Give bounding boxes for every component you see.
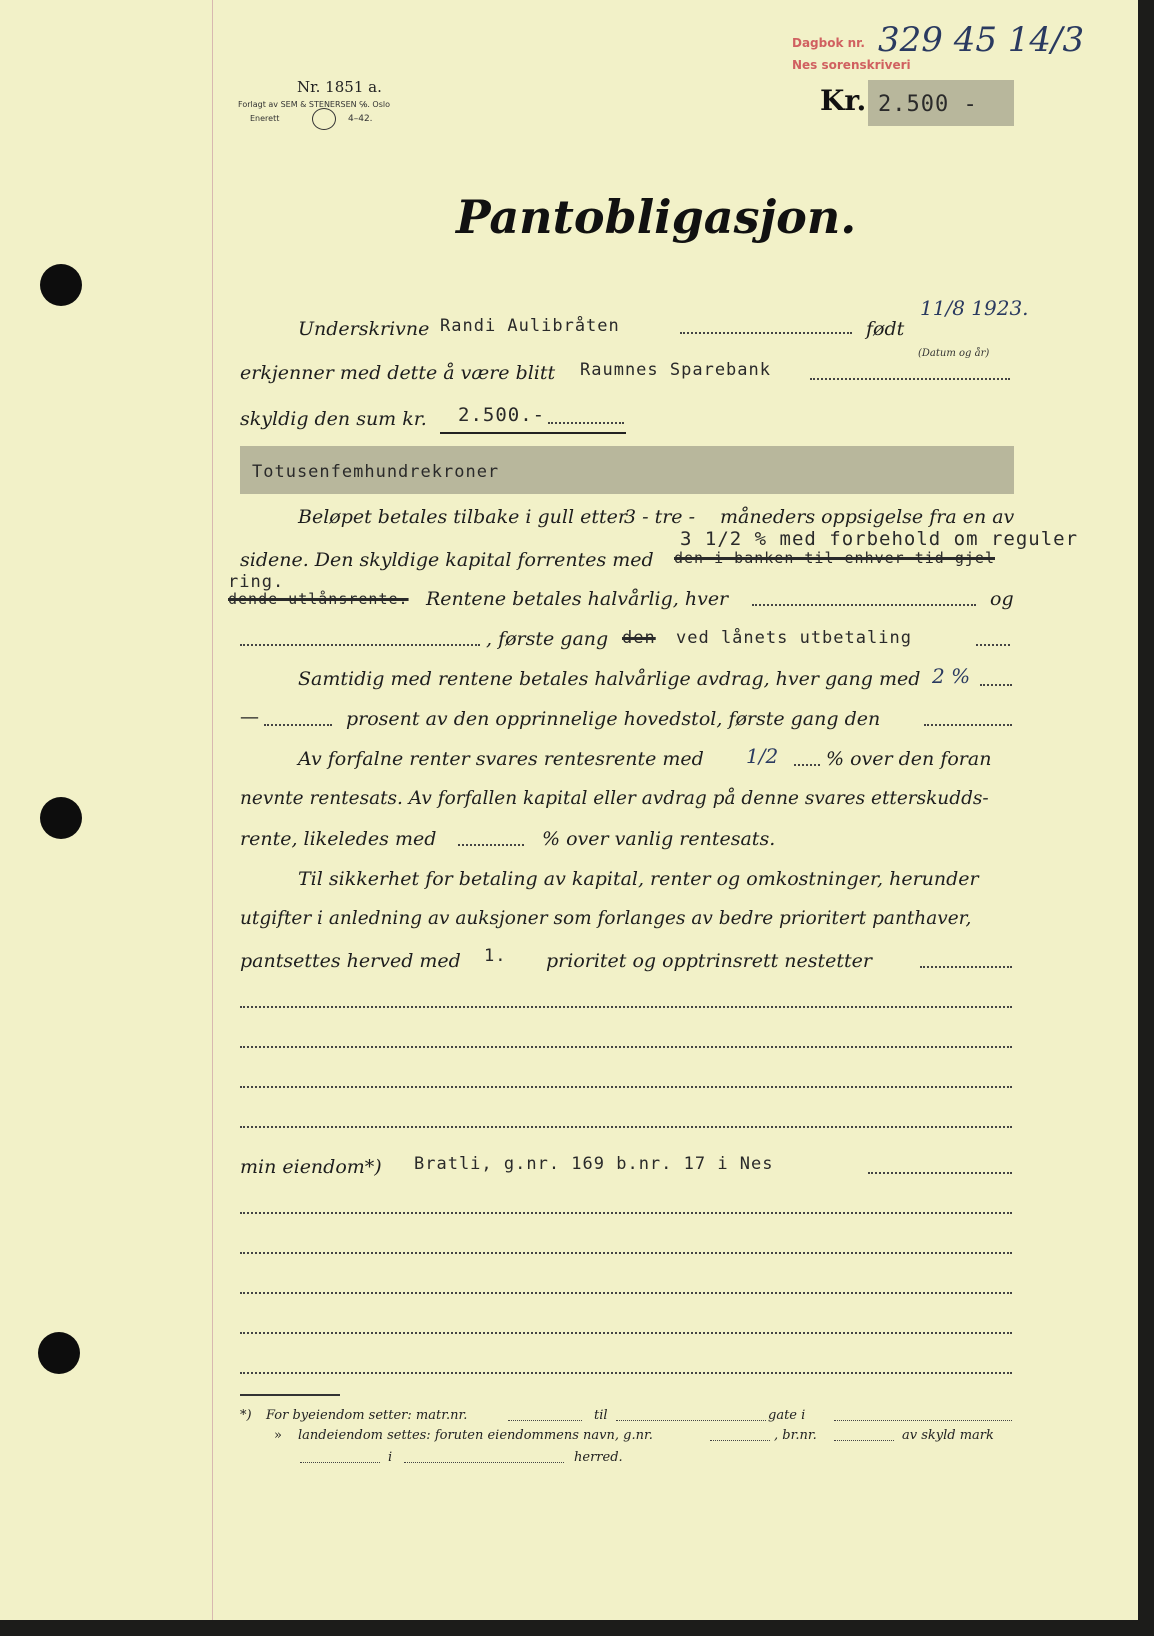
repay-period: 3 - tre - xyxy=(624,506,696,528)
footnote-line2-b: , br.nr. xyxy=(774,1428,817,1443)
blank-line xyxy=(240,1046,1012,1048)
first-time-text: , første gang xyxy=(486,628,609,650)
pledge-text-a: pantsettes herved med xyxy=(240,950,461,972)
footnote-line3-b: herred. xyxy=(574,1450,623,1465)
footnote-line2-marker: » xyxy=(274,1428,282,1443)
amount-words: Totusenfemhundrekroner xyxy=(252,462,500,482)
first-payment: ved lånets utbetaling xyxy=(676,628,912,648)
footnote-line3-a: i xyxy=(388,1450,393,1465)
nevnte-text: nevnte rentesats. Av forfallen kapital eller avdrag på denne svares etterskudds- xyxy=(240,788,989,809)
blank-line xyxy=(240,1006,1012,1008)
undersigned-name: Randi Aulibråten xyxy=(440,316,620,336)
footnote-rule xyxy=(240,1394,340,1396)
priority-value: 1. xyxy=(484,946,507,966)
acknowledge-text: erkjenner med dette å være blitt xyxy=(240,362,556,384)
journal-number: 329 45 14/3 xyxy=(878,20,1085,60)
born-label: født xyxy=(866,318,905,340)
blank-line xyxy=(240,1252,1012,1254)
interest-text: sidene. Den skyldige kapital forrentes med xyxy=(240,549,654,571)
date-hint: (Datum og år) xyxy=(918,348,990,359)
struck-den: den xyxy=(622,628,656,648)
blank-line xyxy=(240,1086,1012,1088)
property-label: min eiendom*) xyxy=(240,1156,382,1178)
undersigned-label: Underskrivne xyxy=(298,318,430,340)
publisher-enerett: Enerett xyxy=(250,114,280,123)
publisher-logo-icon xyxy=(312,108,336,130)
blank-line xyxy=(240,1372,1012,1374)
interest-payment-text: Rentene betales halvårlig, hver xyxy=(426,588,729,610)
overdue-value: 1/2 xyxy=(746,744,779,768)
repay-text-b: måneders oppsigelse fra en av xyxy=(720,506,1015,528)
security-text-1: Til sikkerhet for betaling av kapital, renter og omkostninger, herunder xyxy=(298,868,979,890)
amount-value: 2.500 - xyxy=(878,92,978,117)
document-title: Pantobligasjon. xyxy=(456,190,857,244)
blank-line xyxy=(240,1126,1012,1128)
blank-line xyxy=(240,1332,1012,1334)
footnote-line1-c: gate i xyxy=(768,1408,806,1423)
overdue-text-b: % over den foran xyxy=(826,748,992,770)
stamp-dagbok: Dagbok nr. xyxy=(792,36,865,50)
property-value: Bratli, g.nr. 169 b.nr. 17 i Nes xyxy=(414,1154,774,1174)
footnote-line2-a: landeiendom settes: foruten eiendommens navn, g.nr. xyxy=(298,1428,653,1443)
footnote-marker: *) xyxy=(240,1408,252,1423)
pledge-text-b: prioritet og opptrinsrett nestetter xyxy=(546,950,873,972)
born-date: 11/8 1923. xyxy=(920,296,1029,320)
struck-option-2: dende utlånsrente. xyxy=(228,590,409,608)
installment-value: 2 % xyxy=(932,664,971,688)
percent-text: prosent av den opprinnelige hovedstol, første gang den xyxy=(346,708,881,730)
blank-line xyxy=(240,1292,1012,1294)
creditor-name: Raumnes Sparebank xyxy=(580,360,771,380)
margin-line xyxy=(212,0,213,1620)
interest-rate-typed: 3 1/2 % med forbehold om reguler xyxy=(680,528,1079,550)
struck-option-1: den i banken til enhver tid gjel xyxy=(674,549,995,567)
punch-hole-bottom xyxy=(38,1332,80,1374)
footnote-line2-c: av skyld mark xyxy=(902,1428,994,1443)
rente-text-a: rente, likeledes med xyxy=(240,828,437,850)
footnote-line1-b: til xyxy=(594,1408,608,1423)
publisher-line: Forlagt av SEM & STENERSEN ℅. Oslo xyxy=(238,100,391,109)
owe-amount: 2.500.- xyxy=(458,404,546,426)
form-number: Nr. 1851 a. xyxy=(297,78,382,96)
overdue-text-a: Av forfalne renter svares rentesrente med xyxy=(298,748,704,770)
publisher-date: 4–42. xyxy=(348,114,373,124)
installment-dash: — xyxy=(240,706,259,728)
punch-hole-middle xyxy=(40,797,82,839)
typed-ring: ring. xyxy=(228,572,285,592)
blank-line xyxy=(240,1212,1012,1214)
stamp-sorenskriveri: Nes sorenskriveri xyxy=(792,58,911,72)
rente-text-b: % over vanlig rentesats. xyxy=(542,828,776,850)
security-text-2: utgifter i anledning av auksjoner som forlanges av bedre prioritert panthaver, xyxy=(240,908,972,929)
amount-label: Kr. xyxy=(820,84,867,117)
footnote-line1-a: For byeiendom setter: matr.nr. xyxy=(266,1408,468,1423)
installment-text: Samtidig med rentene betales halvårlige avdrag, hver gang med xyxy=(298,668,921,690)
owe-text: skyldig den sum kr. xyxy=(240,408,427,430)
repay-text-a: Beløpet betales tilbake i gull etter xyxy=(298,506,627,528)
og-text: og xyxy=(990,588,1014,610)
punch-hole-top xyxy=(40,264,82,306)
